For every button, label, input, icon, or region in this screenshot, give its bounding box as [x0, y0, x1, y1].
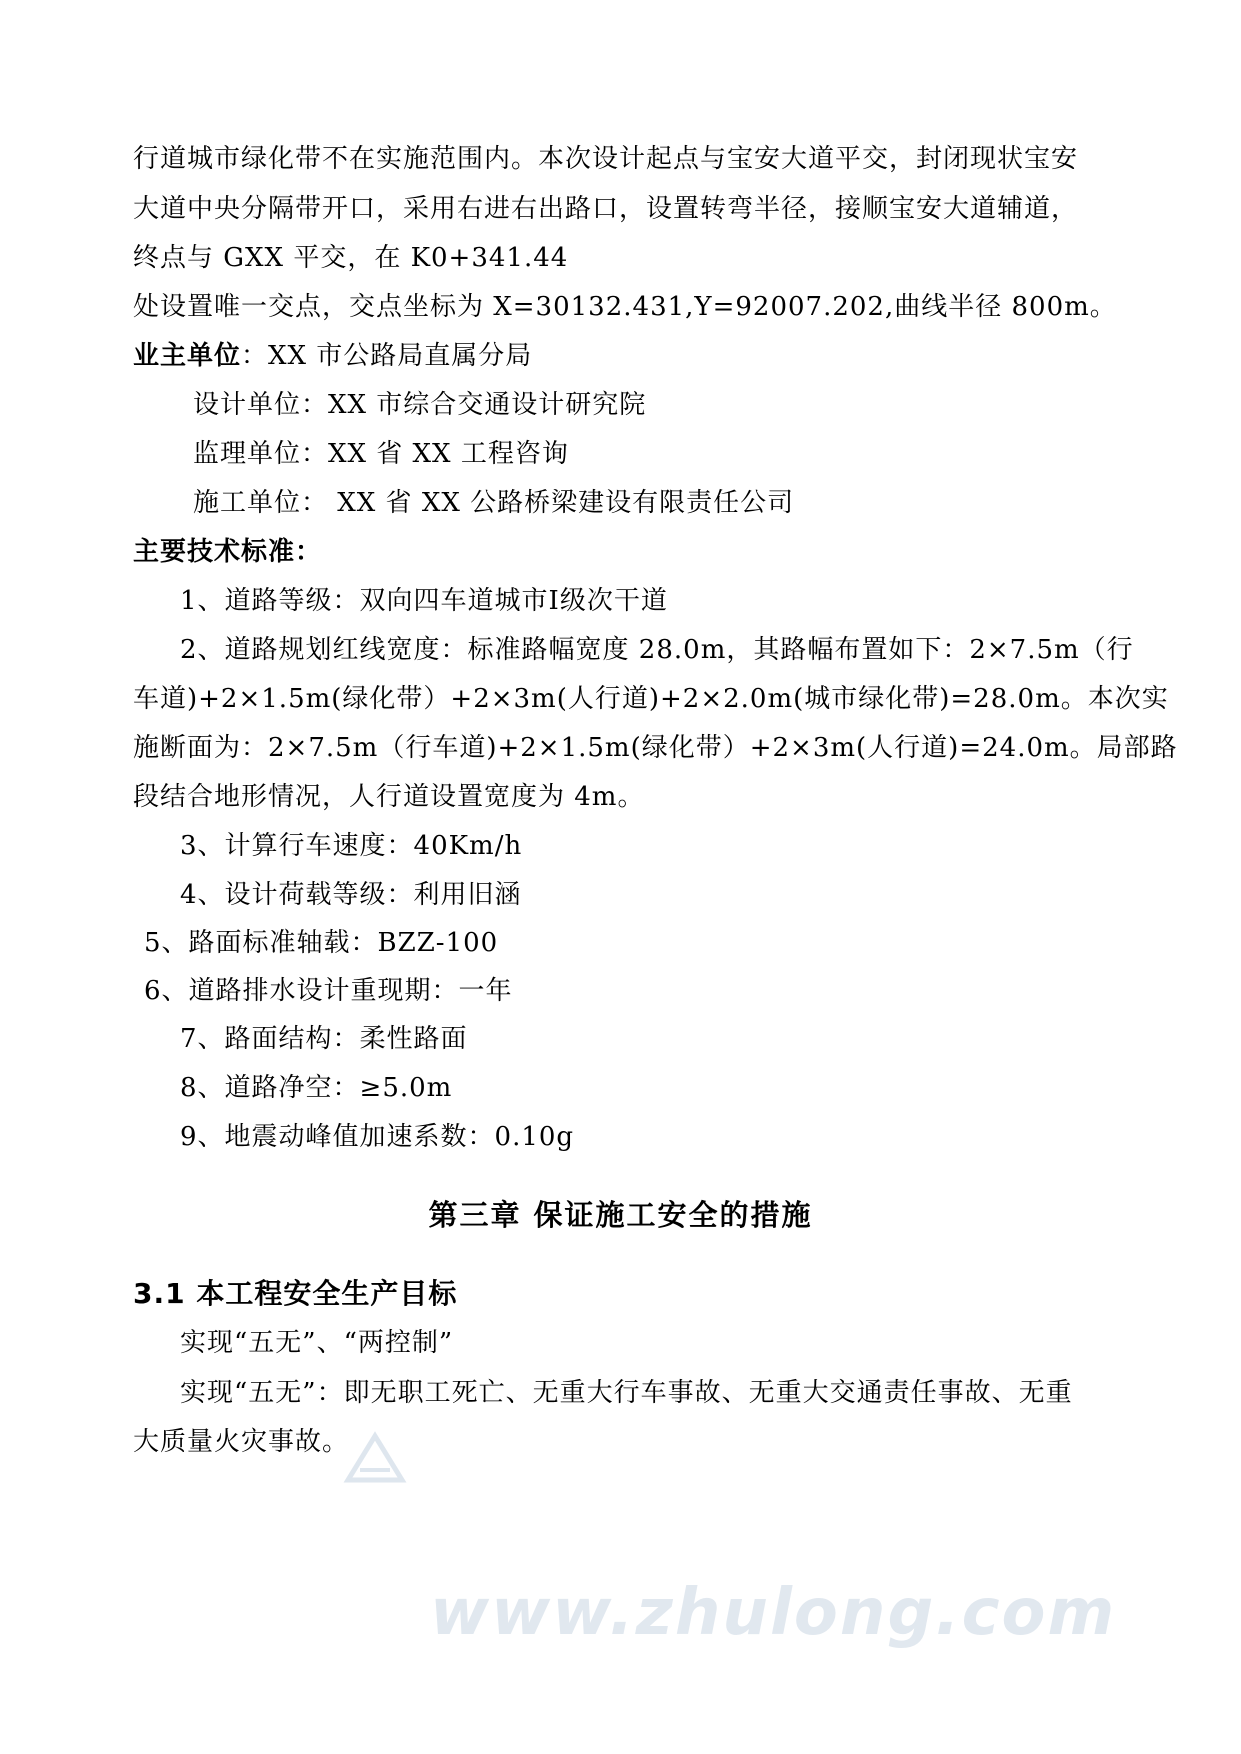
- standard-item: 3、计算行车速度：40Km/h: [180, 831, 523, 861]
- standard-item: 7、路面结构：柔性路面: [180, 1024, 468, 1054]
- chapter-title: 第三章 保证施工安全的措施: [428, 1198, 813, 1232]
- paragraph-line: 行道城市绿化带不在实施范围内。本次设计起点与宝安大道平交，封闭现状宝安: [133, 144, 1079, 174]
- standards-heading: 主要技术标准：: [133, 537, 323, 567]
- standard-item: 5、路面标准轴载：BZZ-100: [144, 928, 499, 958]
- standard-item: 2、道路规划红线宽度：标准路幅宽度 28.0m，其路幅布置如下：2×7.5m（行: [180, 635, 1134, 665]
- construction-unit-line: 施工单位： XX 省 XX 公路桥梁建设有限责任公司: [193, 488, 795, 518]
- owner-unit-label: 业主单位: [133, 341, 242, 371]
- standard-item-continuation: 车道)+2×1.5m(绿化带）+2×3m(人行道)+2×2.0m(城市绿化带)=28.0m。本次实: [133, 684, 1169, 714]
- standard-item-continuation: 施断面为：2×7.5m（行车道)+2×1.5m(绿化带）+2×3m(人行道)=24.0m。局部路: [133, 733, 1178, 763]
- owner-unit-line: [133, 339, 532, 373]
- paragraph-line: 大道中央分隔带开口，采用右进右出路口，设置转弯半径，接顺宝安大道辅道，: [133, 194, 1079, 224]
- owner-unit-value: ：XX 市公路局直属分局: [241, 341, 533, 371]
- section-line: 大质量火灾事故。: [133, 1427, 350, 1457]
- standard-item: 9、地震动峰值加速系数：0.10g: [180, 1122, 575, 1152]
- section-line: 实现“五无”：即无职工死亡、无重大行车事故、无重大交通责任事故、无重: [180, 1378, 1073, 1408]
- section-title: 3.1 本工程安全生产目标: [133, 1277, 458, 1310]
- section-line: 实现“五无”、“两控制”: [180, 1328, 454, 1358]
- supervision-unit-line: 监理单位：XX 省 XX 工程咨询: [193, 439, 569, 469]
- watermark-logo-icon: [340, 1430, 410, 1500]
- standard-item: 1、道路等级：双向四车道城市Ⅰ级次干道: [180, 586, 668, 616]
- standard-item: 8、道路净空：≥5.0m: [180, 1073, 453, 1103]
- design-unit-line: 设计单位：XX 市综合交通设计研究院: [193, 390, 647, 420]
- paragraph-line: 终点与 GXX 平交，在 K0+341.44: [133, 243, 569, 273]
- paragraph-line: 处设置唯一交点，交点坐标为 X=30132.431,Y=92007.202,曲线半径 800m。: [133, 292, 1117, 322]
- standard-item: 4、设计荷载等级：利用旧涵: [180, 880, 522, 910]
- watermark-text: www.zhulong.com: [430, 1576, 1117, 1650]
- standard-item: 6、道路排水设计重现期：一年: [144, 976, 513, 1006]
- standard-item-continuation: 段结合地形情况，人行道设置宽度为 4m。: [133, 782, 645, 812]
